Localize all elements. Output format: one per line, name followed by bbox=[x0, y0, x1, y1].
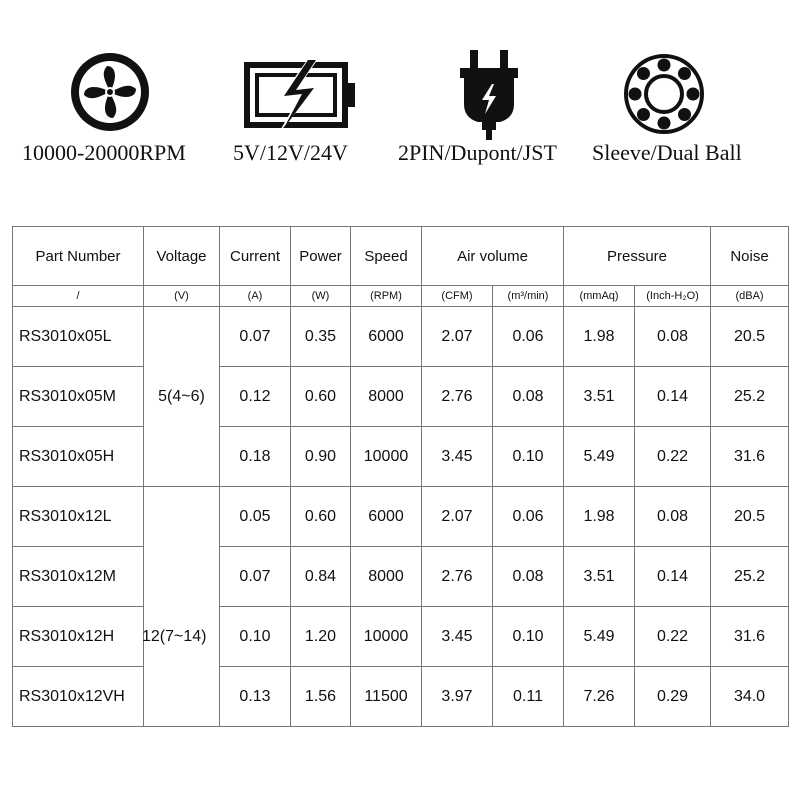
unit-cell: (RPM) bbox=[351, 286, 422, 307]
mmaq-cell: 3.51 bbox=[564, 547, 635, 607]
m3min-cell: 0.06 bbox=[493, 487, 564, 547]
power-cell: 0.35 bbox=[291, 307, 351, 367]
table-row bbox=[13, 607, 789, 667]
current-cell: 0.12 bbox=[220, 367, 291, 427]
spec-table bbox=[12, 226, 789, 727]
speed-cell: 10000 bbox=[351, 427, 422, 487]
header-noise: Noise bbox=[711, 227, 789, 286]
current-cell: 0.05 bbox=[220, 487, 291, 547]
plug-icon bbox=[458, 48, 520, 140]
noise-cell: 31.6 bbox=[711, 427, 789, 487]
cfm-cell: 2.07 bbox=[422, 487, 493, 547]
header-speed: Speed bbox=[351, 227, 422, 286]
power-cell: 0.90 bbox=[291, 427, 351, 487]
part-number-cell: RS3010x05L bbox=[13, 307, 144, 367]
feature-label-voltage: 5V/12V/24V bbox=[233, 140, 348, 165]
table-row bbox=[13, 367, 789, 427]
voltage-group-cell bbox=[144, 487, 220, 727]
unit-cell: (CFM) bbox=[422, 286, 493, 307]
part-number-cell: RS3010x12M bbox=[13, 547, 144, 607]
current-cell: 0.10 bbox=[220, 607, 291, 667]
power-cell: 1.56 bbox=[291, 667, 351, 727]
battery-lightning-icon bbox=[244, 56, 360, 134]
header-pressure: Pressure bbox=[564, 227, 711, 286]
table-row bbox=[13, 487, 789, 547]
unit-cell: (Inch-H₂O) bbox=[635, 286, 711, 307]
part-number-cell: RS3010x05H bbox=[13, 427, 144, 487]
noise-cell: 31.6 bbox=[711, 607, 789, 667]
cfm-cell: 3.45 bbox=[422, 427, 493, 487]
m3min-cell: 0.10 bbox=[493, 427, 564, 487]
current-cell: 0.18 bbox=[220, 427, 291, 487]
mmaq-cell: 1.98 bbox=[564, 307, 635, 367]
unit-cell: (W) bbox=[291, 286, 351, 307]
unit-cell: (m³/min) bbox=[493, 286, 564, 307]
m3min-cell: 0.11 bbox=[493, 667, 564, 727]
header-current: Current bbox=[220, 227, 291, 286]
bearing-icon bbox=[624, 54, 704, 134]
header-voltage: Voltage bbox=[144, 227, 220, 286]
feature-label-rpm: 10000-20000RPM bbox=[22, 140, 186, 165]
noise-cell: 34.0 bbox=[711, 667, 789, 727]
speed-cell: 10000 bbox=[351, 607, 422, 667]
inch-h2o-cell: 0.14 bbox=[635, 367, 711, 427]
table-row bbox=[13, 547, 789, 607]
header-power: Power bbox=[291, 227, 351, 286]
inch-h2o-cell: 0.08 bbox=[635, 487, 711, 547]
fan-icon bbox=[70, 52, 150, 132]
mmaq-cell: 3.51 bbox=[564, 367, 635, 427]
current-cell: 0.13 bbox=[220, 667, 291, 727]
voltage-group-cell: 5(4~6) bbox=[144, 307, 220, 487]
mmaq-cell: 5.49 bbox=[564, 607, 635, 667]
m3min-cell: 0.08 bbox=[493, 367, 564, 427]
cfm-cell: 2.07 bbox=[422, 307, 493, 367]
feature-label-connector: 2PIN/Dupont/JST bbox=[398, 140, 557, 165]
cfm-cell: 2.76 bbox=[422, 547, 493, 607]
current-cell: 0.07 bbox=[220, 547, 291, 607]
m3min-cell: 0.10 bbox=[493, 607, 564, 667]
part-number-cell: RS3010x12L bbox=[13, 487, 144, 547]
m3min-cell: 0.06 bbox=[493, 307, 564, 367]
header-air-volume: Air volume bbox=[422, 227, 564, 286]
inch-h2o-cell: 0.14 bbox=[635, 547, 711, 607]
cfm-cell: 3.97 bbox=[422, 667, 493, 727]
unit-cell: (mmAq) bbox=[564, 286, 635, 307]
current-cell: 0.07 bbox=[220, 307, 291, 367]
speed-cell: 6000 bbox=[351, 487, 422, 547]
voltage-group-label: 12(7~14) bbox=[142, 628, 207, 645]
power-cell: 0.60 bbox=[291, 487, 351, 547]
inch-h2o-cell: 0.29 bbox=[635, 667, 711, 727]
mmaq-cell: 5.49 bbox=[564, 427, 635, 487]
mmaq-cell: 1.98 bbox=[564, 487, 635, 547]
unit-cell: (V) bbox=[144, 286, 220, 307]
power-cell: 1.20 bbox=[291, 607, 351, 667]
table-row bbox=[13, 667, 789, 727]
speed-cell: 6000 bbox=[351, 307, 422, 367]
feature-strip bbox=[0, 0, 800, 180]
part-number-cell: RS3010x05M bbox=[13, 367, 144, 427]
inch-h2o-cell: 0.22 bbox=[635, 427, 711, 487]
part-number-cell: RS3010x12H bbox=[13, 607, 144, 667]
speed-cell: 11500 bbox=[351, 667, 422, 727]
table-row bbox=[13, 307, 789, 367]
noise-cell: 20.5 bbox=[711, 307, 789, 367]
noise-cell: 25.2 bbox=[711, 547, 789, 607]
feature-label-bearing: Sleeve/Dual Ball bbox=[592, 140, 742, 165]
inch-h2o-cell: 0.08 bbox=[635, 307, 711, 367]
speed-cell: 8000 bbox=[351, 547, 422, 607]
noise-cell: 20.5 bbox=[711, 487, 789, 547]
speed-cell: 8000 bbox=[351, 367, 422, 427]
power-cell: 0.84 bbox=[291, 547, 351, 607]
inch-h2o-cell: 0.22 bbox=[635, 607, 711, 667]
unit-cell: / bbox=[13, 286, 144, 307]
header-part-number: Part Number bbox=[13, 227, 144, 286]
m3min-cell: 0.08 bbox=[493, 547, 564, 607]
cfm-cell: 3.45 bbox=[422, 607, 493, 667]
unit-cell: (dBA) bbox=[711, 286, 789, 307]
mmaq-cell: 7.26 bbox=[564, 667, 635, 727]
noise-cell: 25.2 bbox=[711, 367, 789, 427]
part-number-cell: RS3010x12VH bbox=[13, 667, 144, 727]
table-row bbox=[13, 427, 789, 487]
power-cell: 0.60 bbox=[291, 367, 351, 427]
cfm-cell: 2.76 bbox=[422, 367, 493, 427]
unit-cell: (A) bbox=[220, 286, 291, 307]
